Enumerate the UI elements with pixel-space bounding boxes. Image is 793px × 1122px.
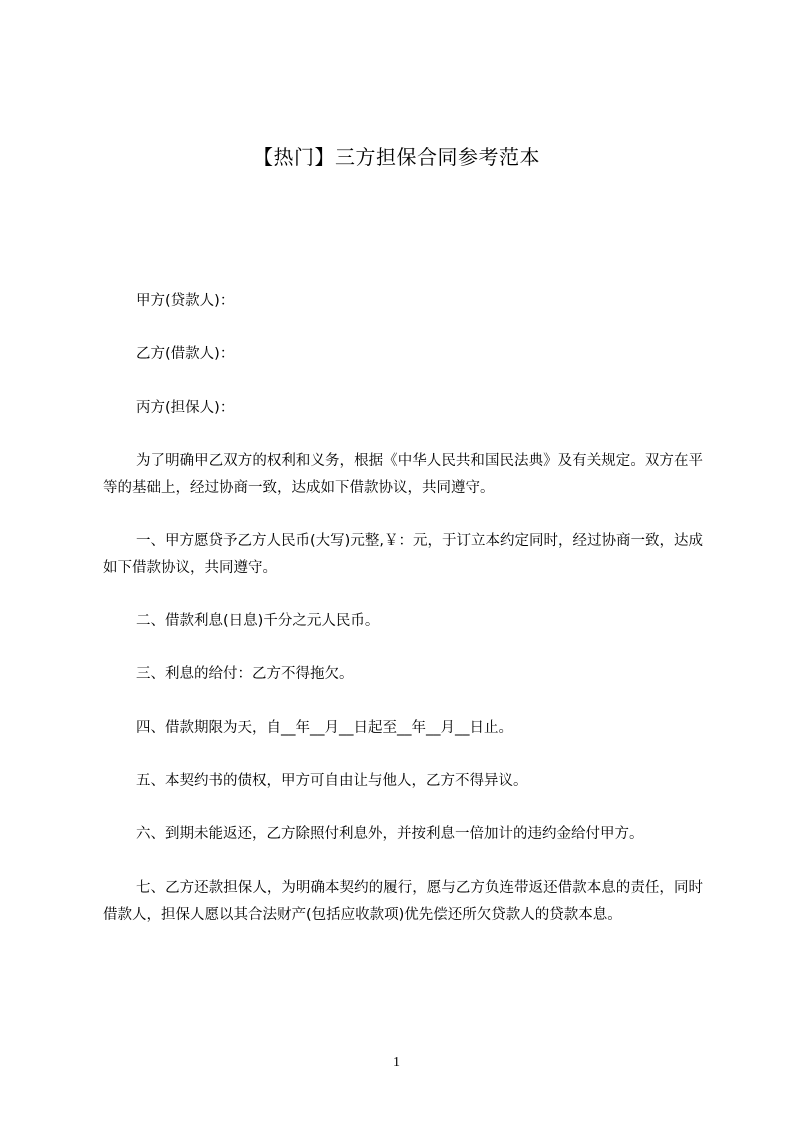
- clause-5: 五、本契约书的债权，甲方可自由让与他人，乙方不得异议。: [136, 773, 528, 789]
- party-lender: 甲方(贷款人)：: [136, 293, 235, 309]
- document-title: 【热门】三方担保合同参考范本: [253, 145, 540, 169]
- clause-7: 七、乙方还款担保人，为明确本契约的履行，愿与乙方负连带返还借款本息的责任，同时借款人，担保人愿以其合法财产(包括应收款项)优先偿还所欠贷款人的贷款本息。: [103, 880, 703, 923]
- preamble-paragraph: 为了明确甲乙双方的权利和义务，根据《中华人民共和国民法典》及有关规定。双方在平等的基础上，经过协商一致，达成如下借款协议，共同遵守。: [103, 453, 703, 496]
- party-guarantor: 丙方(担保人)：: [136, 400, 235, 416]
- page-number: 1: [393, 1055, 400, 1070]
- clause-2: 二、借款利息(日息)千分之元人民币。: [136, 613, 380, 629]
- clause-3: 三、利息的给付：乙方不得拖欠。: [136, 666, 354, 682]
- clause-1: 一、甲方愿贷予乙方人民币(大写)元整,￥：元，于订立本约定同时，经过协商一致，达成如下借款协议，共同遵守。: [103, 533, 703, 576]
- party-borrower: 乙方(借款人)：: [136, 346, 235, 362]
- clause-4: 四、借款期限为天，自__年__月__日起至__年__月__日止。: [136, 720, 513, 736]
- clause-6: 六、到期未能返还，乙方除照付利息外，并按利息一倍加计的违约金给付甲方。: [136, 826, 644, 842]
